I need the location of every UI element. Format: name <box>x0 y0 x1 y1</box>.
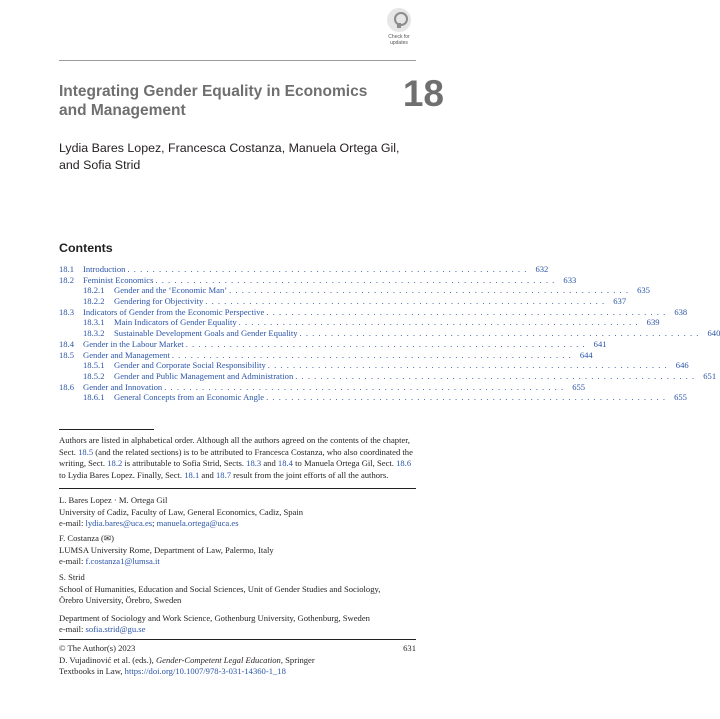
chapter-number: 18 <box>402 73 444 114</box>
email-link[interactable]: sofia.strid@gu.se <box>85 624 146 635</box>
doi-line <box>59 666 379 678</box>
affiliation-names: F. Costanza (✉) <box>59 533 114 543</box>
toc-entry-title: Sustainable Development Goals and Gender Equality <box>114 328 298 339</box>
toc-entry[interactable] <box>59 328 720 339</box>
page-number: 631 <box>403 643 416 653</box>
email-label: e-mail: <box>59 556 86 567</box>
author-list <box>59 140 419 174</box>
email-label: e-mail: <box>59 624 86 635</box>
check-for-updates-label: Check for updates <box>388 34 410 46</box>
toc-entry[interactable] <box>59 296 627 307</box>
toc-entry-number: 18.2.1 <box>83 285 105 296</box>
section-link[interactable]: 18.1 <box>184 469 200 480</box>
affiliation-email-line <box>59 556 439 568</box>
email-label: e-mail: <box>59 518 86 529</box>
toc-leader-dots: . . . . . . . . . . . . . . . . . . . . . . . . . . . . . . . . . . . . . . . . . . . . . . . . . . . . . . . . . . . . . . . . <box>267 360 668 371</box>
toc-leader-dots: . . . . . . . . . . . . . . . . . . . . . . . . . . . . . . . . . . . . . . . . . . . . . . . . . . . . . . . . . . . . . . . . <box>127 264 528 274</box>
affiliation-email-line <box>59 624 439 636</box>
toc-entry[interactable] <box>59 349 593 361</box>
toc-entry-page: 646 <box>675 360 689 371</box>
affiliation-strid <box>59 572 439 636</box>
toc-entry-page: 655 <box>572 381 586 392</box>
toc-leader-dots: . . . . . . . . . . . . . . . . . . . . . . . . . . . . . . . . . . . . . . . . . . . . . . . . . . . . . . . . . . . . . . . . <box>266 306 667 317</box>
publication-info <box>59 643 379 678</box>
email-separator: ; <box>152 518 157 529</box>
toc-entry-page: 633 <box>563 274 577 285</box>
affiliation-institution: University of Cadiz, Faculty of Law, General Economics, Cadiz, Spain <box>59 506 304 517</box>
chapter-title: Integrating Gender Equality in Economics and Management <box>59 83 368 119</box>
toc-entry-title: Main Indicators of Gender Equality <box>114 317 237 328</box>
toc-entry-title: Gender in the Labour Market <box>83 338 184 349</box>
author-line: and Sofia Strid <box>59 158 141 172</box>
note-text: and <box>261 458 278 468</box>
section-link[interactable]: 18.7 <box>215 469 232 480</box>
affiliation-institution: School of Humanities, Education and Social Sciences, Unit of Gender Studies and Sociology, <box>59 583 381 594</box>
footer-separator <box>59 639 416 640</box>
email-link[interactable]: f.costanza1@lumsa.it <box>85 556 160 567</box>
section-link[interactable]: 18.6 <box>396 458 412 468</box>
toc-leader-dots: . . . . . . . . . . . . . . . . . . . . . . . . . . . . . . . . . . . . . . . . . . . . . . . . . . . . . . . . . . . . . . . . <box>205 296 606 307</box>
toc-entry[interactable] <box>59 264 549 275</box>
affiliation-email-line <box>59 518 439 530</box>
toc-entry[interactable] <box>59 306 688 318</box>
toc-entry-title: Gender and Corporate Social Responsibility <box>114 360 266 371</box>
affiliation-institution: Department of Sociology and Work Science, Gothenburg University, Gothenburg, Sweden <box>59 612 370 623</box>
toc-entry-title: Feminist Economics <box>83 274 154 285</box>
toc-entry-number: 18.4 <box>59 338 75 349</box>
toc-leader-dots: . . . . . . . . . . . . . . . . . . . . . . . . . . . . . . . . . . . . . . . . . . . . . . . . . . . . . . . . . . . . . . . . <box>185 338 586 349</box>
note-text: result from the joint efforts of all the authors. <box>231 469 389 480</box>
toc-leader-dots: . . . . . . . . . . . . . . . . . . . . . . . . . . . . . . . . . . . . . . . . . . . . . . . . . . . . . . . . . . . . . . . . <box>266 392 666 403</box>
footnote-rule <box>59 429 154 430</box>
toc-entry-title: Gender and the ‘Economic Man’ <box>114 285 228 296</box>
toc-entry[interactable] <box>59 285 650 296</box>
toc-leader-dots: . . . . . . . . . . . . . . . . . . . . . . . . . . . . . . . . . . . . . . . . . . . . . . . . . . . . . . . . . . . . . . . . <box>229 285 629 296</box>
toc-entry-number: 18.2 <box>59 274 75 285</box>
check-for-updates-icon <box>387 8 411 32</box>
note-text: to Lydia Bares Lopez. Finally, Sect. <box>59 469 185 480</box>
author-note <box>59 435 419 481</box>
toc-entry-title: General Concepts from an Economic Angle <box>114 392 265 403</box>
toc-entry-page: 632 <box>535 264 549 274</box>
toc-entry-number: 18.5.2 <box>83 370 105 381</box>
header-rule <box>59 60 416 61</box>
affiliation-institution: Örebro University, Örebro, Sweden <box>59 595 182 606</box>
toc-entry[interactable] <box>59 392 687 403</box>
series-text: Textbooks in Law, <box>59 666 125 677</box>
section-link[interactable]: 18.4 <box>277 458 293 468</box>
toc-entry-page: 637 <box>613 296 627 307</box>
toc-entry[interactable] <box>59 338 607 350</box>
affiliation-lopez-gil <box>59 495 439 530</box>
book-title: Gender-Competent Legal Education <box>155 654 281 665</box>
toc-entry-number: 18.5 <box>59 349 75 360</box>
author-line: Lydia Bares Lopez, Francesca Costanza, Manuela Ortega Gil, <box>59 141 400 155</box>
toc-entry-page: 638 <box>674 306 688 317</box>
affiliation-costanza <box>59 533 439 568</box>
toc-entry-number: 18.1 <box>59 264 75 274</box>
doi-link[interactable]: https://doi.org/10.1007/978-3-031-14360-1_18 <box>124 666 286 677</box>
copyright-line: © The Author(s) 2023 <box>59 643 136 653</box>
toc-entry-number: 18.3 <box>59 306 75 317</box>
toc-entry-number: 18.6 <box>59 381 75 392</box>
toc-entry-title: Introduction <box>83 264 126 274</box>
toc-leader-dots: . . . . . . . . . . . . . . . . . . . . . . . . . . . . . . . . . . . . . . . . . . . . . . . . . . . . . . . . . . . . . . . . <box>295 370 696 381</box>
toc-entry[interactable] <box>59 370 717 382</box>
check-for-updates-badge[interactable] <box>382 8 416 46</box>
section-link[interactable]: 18.5 <box>78 446 94 457</box>
email-link[interactable]: lydia.bares@uca.es <box>85 518 153 529</box>
toc-entry-page: 639 <box>646 317 660 328</box>
section-link[interactable]: 18.3 <box>246 458 262 468</box>
toc-entry-title: Gender and Management <box>83 349 170 360</box>
toc-entry-page: 655 <box>674 392 687 403</box>
toc-leader-dots: . . . . . . . . . . . . . . . . . . . . . . . . . . . . . . . . . . . . . . . . . . . . . . . . . . . . . . . . . . . . . . . . <box>299 328 700 339</box>
toc-leader-dots: . . . . . . . . . . . . . . . . . . . . . . . . . . . . . . . . . . . . . . . . . . . . . . . . . . . . . . . . . . . . . . . . <box>164 381 565 392</box>
table-of-contents <box>59 264 720 403</box>
editors-text: D. Vujadinović et al. (eds.), <box>59 654 156 665</box>
email-link[interactable]: manuela.ortega@uca.es <box>156 518 239 529</box>
toc-entry-title: Indicators of Gender from the Economic Perspective <box>83 306 265 317</box>
toc-entry-page: 644 <box>579 349 593 360</box>
toc-leader-dots: . . . . . . . . . . . . . . . . . . . . . . . . . . . . . . . . . . . . . . . . . . . . . . . . . . . . . . . . . . . . . . . . <box>238 317 639 328</box>
contents-heading: Contents <box>59 241 113 255</box>
note-text: (and the related sections) is to be attributed to Francesca Costanza, who also coordinated the writing, Sect. <box>59 446 413 468</box>
affiliation-separator <box>59 488 416 489</box>
toc-entry-page: 641 <box>593 338 607 349</box>
toc-leader-dots: . . . . . . . . . . . . . . . . . . . . . . . . . . . . . . . . . . . . . . . . . . . . . . . . . . . . . . . . . . . . . . . . <box>171 349 572 360</box>
toc-entry-number: 18.2.2 <box>83 296 105 307</box>
section-link[interactable]: 18.2 <box>107 458 123 468</box>
toc-entry[interactable] <box>59 360 689 371</box>
note-text: to Manuela Ortega Gil, Sect. <box>292 458 397 468</box>
note-text: is attributable to Sofia Strid, Sects. <box>122 458 247 468</box>
publisher-text: , Springer <box>280 654 315 665</box>
affiliation-names: S. Strid <box>59 572 85 582</box>
toc-entry-number: 18.3.1 <box>83 317 105 328</box>
toc-entry-title: Gendering for Objectivity <box>114 296 204 307</box>
toc-entry[interactable] <box>59 317 660 328</box>
toc-entry-page: 651 <box>703 370 717 381</box>
toc-entry-title: Gender and Public Management and Administration <box>114 370 294 381</box>
toc-entry-number: 18.6.1 <box>83 392 105 403</box>
toc-entry[interactable] <box>59 381 586 393</box>
toc-entry-page: 635 <box>637 285 650 296</box>
toc-entry-number: 18.3.2 <box>83 328 105 339</box>
toc-entry[interactable] <box>59 274 577 286</box>
toc-entry-title: Gender and Innovation <box>83 381 163 392</box>
toc-entry-number: 18.5.1 <box>83 360 105 371</box>
toc-entry-page: 640 <box>707 328 720 339</box>
note-text: and <box>199 469 216 480</box>
toc-leader-dots: . . . . . . . . . . . . . . . . . . . . . . . . . . . . . . . . . . . . . . . . . . . . . . . . . . . . . . . . . . . . . . . . <box>155 274 556 285</box>
affiliation-institution: LUMSA University Rome, Department of Law, Palermo, Italy <box>59 544 274 555</box>
citation-line <box>59 655 379 667</box>
note-text: Authors are listed in alphabetical order. Although all the authors agreed on the contents of the chapter, Sect. <box>59 435 410 457</box>
affiliation-names: L. Bares Lopez · M. Ortega Gil <box>59 495 168 505</box>
